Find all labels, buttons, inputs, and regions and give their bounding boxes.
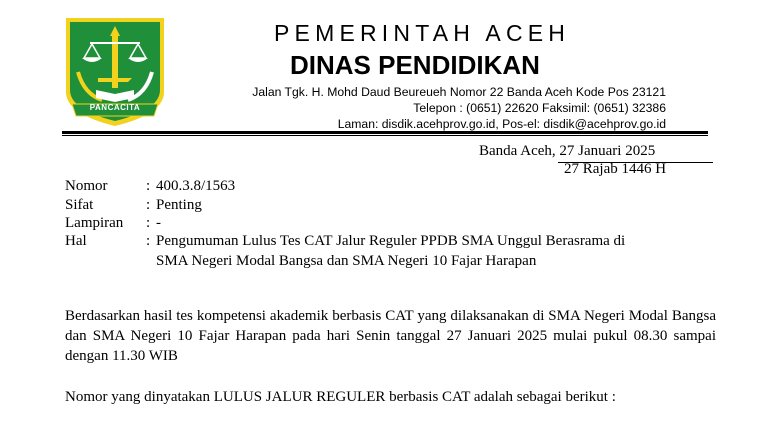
sifat-colon: : <box>146 197 151 213</box>
nomor-label: Nomor <box>65 178 108 194</box>
header-rule-thick <box>62 131 708 134</box>
header-rule-thin <box>62 135 708 136</box>
date-hijri: 27 Rajab 1446 H <box>564 161 667 177</box>
date-masehi: Banda Aceh, 27 Januari 2025 <box>479 143 656 159</box>
logo-caption: PANCACITA <box>89 103 141 112</box>
lampiran-label: Lampiran <box>65 215 124 231</box>
header-web: Laman: disdik.acehprov.go.id, Pos-el: disdik@acehprov.go.id <box>337 117 666 131</box>
nomor-colon: : <box>146 178 151 194</box>
body-paragraph-2: Nomor yang dinyatakan LULUS JALUR REGULER berbasis CAT adalah sebagai berikut : <box>65 389 616 405</box>
hal-value-line2: SMA Negeri Modal Bangsa dan SMA Negeri 10 Fajar Harapan <box>156 253 537 269</box>
pancacita-logo <box>62 14 168 128</box>
lampiran-colon: : <box>146 215 151 231</box>
hal-label: Hal <box>65 233 87 249</box>
header-address: Jalan Tgk. H. Mohd Daud Beureueh Nomor 22 Banda Aceh Kode Pos 23121 <box>252 85 666 99</box>
body-paragraph-1: Berdasarkan hasil tes kompetensi akademik berbasis CAT yang dilaksanakan di SMA Negeri Modal Bangsa dan SMA Negeri 10 Fajar Harapan pada hari Senin tanggal 27 Januari 2025 mulai pukul 08.30 sampai dengan 11.30 WIB <box>65 308 716 364</box>
hal-colon: : <box>146 233 151 249</box>
sifat-value: Penting <box>156 197 202 213</box>
nomor-value: 400.3.8/1563 <box>156 178 236 194</box>
header-agency: DINAS PENDIDIKAN <box>290 50 540 80</box>
header-government: PEMERINTAH ACEH <box>274 20 571 46</box>
lampiran-value: - <box>156 215 161 231</box>
hal-value-line1: Pengumuman Lulus Tes CAT Jalur Reguler PPDB SMA Unggul Berasrama di <box>156 233 626 249</box>
sifat-label: Sifat <box>65 197 94 213</box>
header-phone: Telepon : (0651) 22620 Faksimil: (0651) 32386 <box>413 101 666 115</box>
